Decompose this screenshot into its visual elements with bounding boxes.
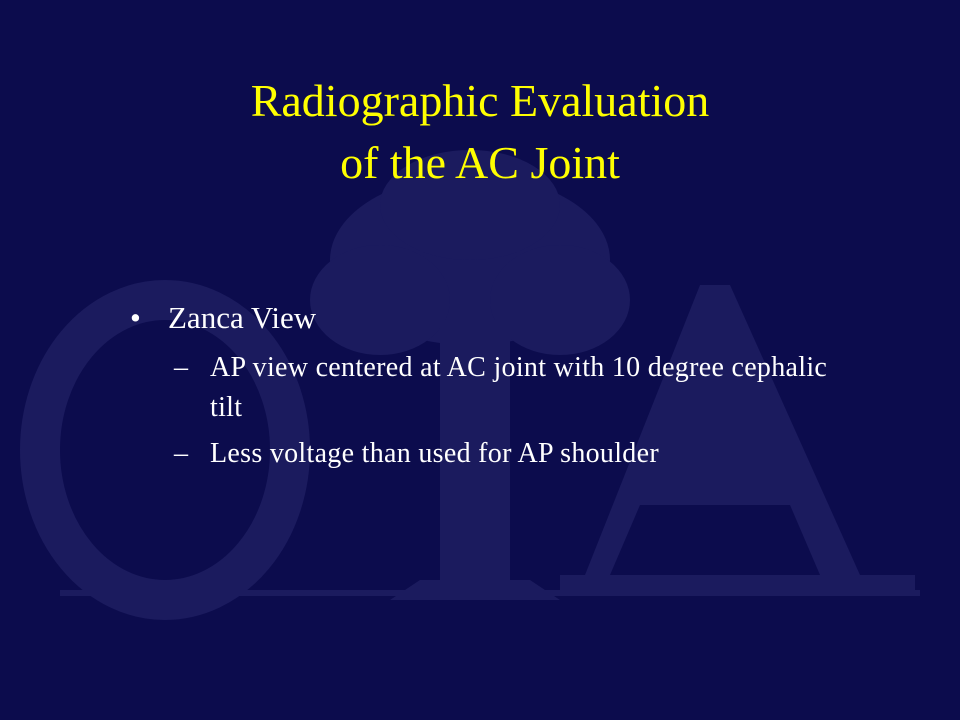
sub-bullet-item [130, 348, 850, 428]
bullet-marker: • [130, 300, 141, 335]
bullet-text: Zanca View [168, 300, 317, 335]
sub-bullet-marker: – [174, 438, 189, 469]
slide-title-line-1: Radiographic Evaluation [250, 75, 710, 126]
sub-bullet-text: AP view centered at AC joint with 10 degree cephalic tilt [210, 352, 828, 423]
slide-title [80, 70, 880, 194]
sub-bullet-marker: – [174, 352, 189, 383]
bullet-item [130, 296, 850, 340]
sub-bullet-text: Less voltage than used for AP shoulder [210, 438, 659, 469]
sub-bullet-item [130, 434, 850, 474]
slide-title-line-2: of the AC Joint [340, 137, 620, 188]
slide-body [130, 296, 850, 474]
watermark-baseline [60, 590, 920, 596]
